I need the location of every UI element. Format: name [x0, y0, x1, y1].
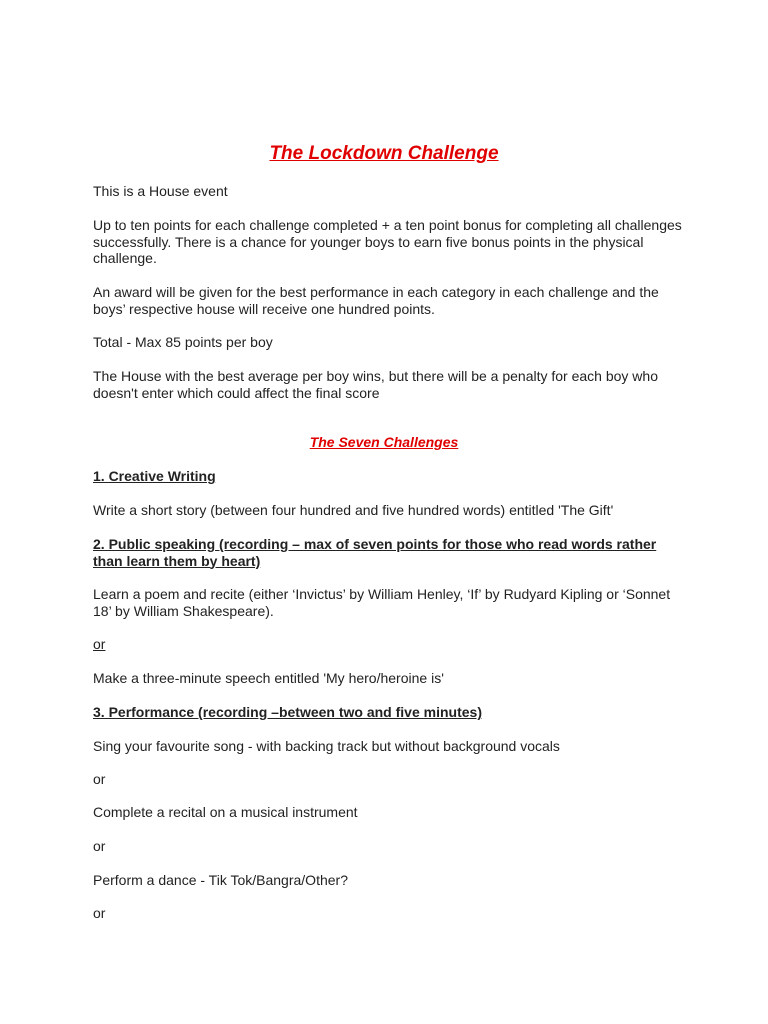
- challenge-3-or-2: or: [93, 838, 106, 854]
- challenge-1-text: Write a short story (between four hundred and five hundred words) entitled 'The Gift': [93, 502, 614, 518]
- document-title: The Lockdown Challenge: [269, 143, 499, 164]
- intro-paragraph: This is a House event: [93, 183, 228, 199]
- points-paragraph: Up to ten points for each challenge completed + a ten point bonus for completing all challenges successfully. There is a chance for younger boys to earn five bonus points in the physical challenge.: [93, 217, 682, 266]
- challenge-3-or-1: or: [93, 771, 106, 787]
- challenge-1-heading: 1. Creative Writing: [93, 468, 216, 484]
- house-rule-paragraph: The House with the best average per boy wins, but there will be a penalty for each boy who doesn't enter which could affect the final score: [93, 368, 658, 401]
- award-paragraph: An award will be given for the best performance in each category in each challenge and the boys’ respective house will receive one hundred points.: [93, 284, 659, 317]
- challenge-3-option-2: Complete a recital on a musical instrument: [93, 804, 358, 820]
- challenges-heading: The Seven Challenges: [309, 434, 459, 450]
- total-paragraph: Total - Max 85 points per boy: [93, 334, 273, 350]
- challenge-3-or-3: or: [93, 905, 106, 921]
- challenge-2-option-2: Make a three-minute speech entitled 'My hero/heroine is': [93, 670, 444, 686]
- challenge-2-option-1: Learn a poem and recite (either ‘Invictus’ by William Henley, ‘If’ by Rudyard Kipling or ‘Sonnet 18’ by William Shakespeare).: [93, 586, 671, 619]
- challenge-3-option-3: Perform a dance - Tik Tok/Bangra/Other?: [93, 872, 348, 888]
- challenge-3-option-1: Sing your favourite song - with backing track but without background vocals: [93, 738, 560, 754]
- challenge-2-or: or: [93, 636, 106, 652]
- challenge-3-heading: 3. Performance (recording –between two and five minutes): [93, 704, 482, 720]
- challenge-2-heading: 2. Public speaking (recording – max of seven points for those who read words rather than learn them by heart): [93, 536, 657, 569]
